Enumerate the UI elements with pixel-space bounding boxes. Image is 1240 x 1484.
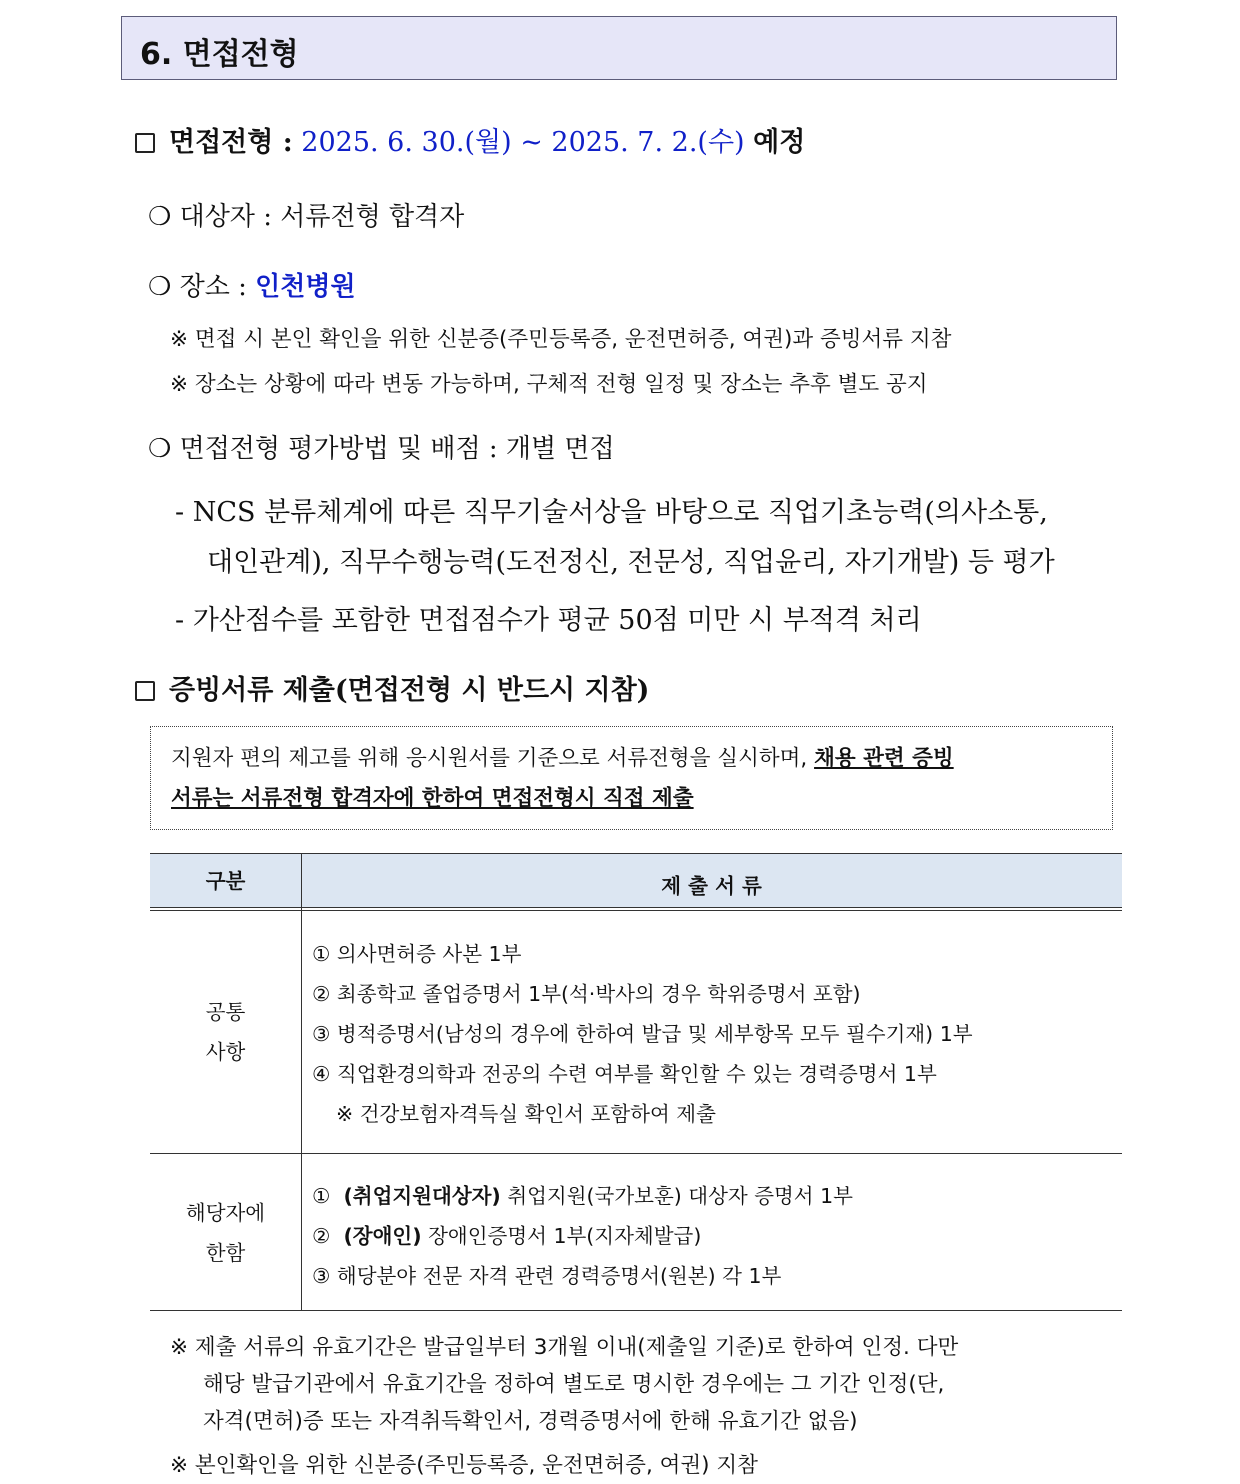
common-label-2: 사항 xyxy=(205,1040,246,1064)
place-label: 장소 : xyxy=(179,272,247,302)
notice-line1 xyxy=(171,739,954,779)
common-item-1: ① 의사면허증 사본 1부 xyxy=(312,942,522,966)
footer-note2: ※ 본인확인을 위한 신분증(주민등록증, 운전면허증, 여권) 지참 xyxy=(170,1453,758,1478)
table-header xyxy=(150,853,1122,908)
footer-note1-line3: 자격(면허)증 또는 자격취득확인서, 경력증명서에 한해 유효기간 없음) xyxy=(203,1409,858,1434)
specific-item-1-bold: (취업지원대상자) xyxy=(343,1184,501,1208)
divider xyxy=(150,1153,1122,1154)
dash-score-line: - 가산점수를 포함한 면접점수가 평균 50점 미만 시 부적격 처리 xyxy=(175,605,922,636)
note-id-line: ※ 면접 시 본인 확인을 위한 신분증(주민등록증, 운전면허증, 여권)과 증빙서류 지참 xyxy=(170,327,952,352)
column-divider xyxy=(301,853,302,1311)
dash-ncs-line2: 대인관계), 직무수행능력(도전정신, 전문성, 직업윤리, 자기개발) 등 평가 xyxy=(207,547,1055,578)
documents-table xyxy=(150,853,1122,1311)
checkbox-icon xyxy=(135,133,155,153)
notice-line2 xyxy=(171,779,694,819)
divider xyxy=(150,907,1122,908)
documents-heading-text: 증빙서류 제출(면접전형 시 반드시 지참) xyxy=(169,675,650,706)
place-line xyxy=(148,266,356,303)
divider xyxy=(150,910,1122,911)
common-item-2: ② 최종학교 졸업증명서 1부(석·박사의 경우 학위증명서 포함) xyxy=(312,982,861,1006)
specific-item-2-text: 장애인증명서 1부(지자체발급) xyxy=(428,1224,702,1248)
common-item-3: ③ 병적증명서(남성의 경우에 한하여 발급 및 세부항목 모두 필수기재) 1부 xyxy=(312,1022,973,1046)
interview-label: 면접전형 : xyxy=(169,127,293,158)
circle-bullet-icon: ❍ xyxy=(148,434,172,464)
method-text: 면접전형 평가방법 및 배점 : 개별 면접 xyxy=(179,434,615,464)
specific-label-2: 한함 xyxy=(205,1241,246,1265)
section-header xyxy=(121,16,1117,80)
notice-text1: 지원자 편의 제고를 위해 응시원서를 기준으로 서류전형을 실시하며, xyxy=(171,746,808,771)
checkbox-icon xyxy=(135,681,155,701)
target-line xyxy=(148,196,464,233)
common-item-4: ④ 직업환경의학과 전공의 수련 여부를 확인할 수 있는 경력증명서 1부 xyxy=(312,1062,937,1086)
interview-date-start: 2025. 6. 30.(월) xyxy=(301,127,512,158)
section-title: 6. 면접전형 xyxy=(140,37,299,72)
footer-note1-line2: 해당 발급기관에서 유효기간을 정하여 별도로 명시한 경우에는 그 기간 인정(단, xyxy=(203,1372,945,1397)
specific-item-2-bold: (장애인) xyxy=(343,1224,422,1248)
specific-item-1-number: ① xyxy=(312,1184,331,1208)
notice-bold1: 채용 관련 증빙 xyxy=(814,746,954,771)
interview-date-end: 2025. 7. 2.(수) xyxy=(551,127,745,158)
specific-item-1 xyxy=(312,1179,853,1209)
specific-item-2-number: ② xyxy=(312,1224,331,1248)
specific-item-2 xyxy=(312,1219,701,1249)
specific-label-1: 해당자에 xyxy=(185,1201,266,1225)
notice-bold2: 서류는 서류전형 합격자에 한하여 면접전형시 직접 제출 xyxy=(171,786,694,811)
interview-tilde: ~ xyxy=(520,127,543,158)
documents-notice-box xyxy=(150,726,1113,830)
method-line xyxy=(148,428,615,465)
documents-heading xyxy=(135,668,649,707)
circle-bullet-icon: ❍ xyxy=(148,202,172,232)
note-place-line: ※ 장소는 상황에 따라 변동 가능하며, 구체적 전형 일정 및 장소는 추후 별도 공지 xyxy=(170,372,928,397)
specific-item-1-text: 취업지원(국가보훈) 대상자 증명서 1부 xyxy=(507,1184,853,1208)
specific-item-3: ③ 해당분야 전문 자격 관련 경력증명서(원본) 각 1부 xyxy=(312,1264,782,1288)
footer-note1-line1: ※ 제출 서류의 유효기간은 발급일부터 3개월 이내(제출일 기준)로 한하여 인정. 다만 xyxy=(170,1335,959,1360)
common-item-note: ※ 건강보험자격득실 확인서 포함하여 제출 xyxy=(336,1102,716,1126)
interview-suffix: 예정 xyxy=(753,127,806,158)
place-value: 인천병원 xyxy=(255,272,356,302)
header-documents: 제 출 서 류 xyxy=(661,874,762,898)
header-category: 구분 xyxy=(205,869,246,893)
common-label-1: 공통 xyxy=(205,1000,246,1024)
dash-ncs-line1: - NCS 분류체계에 따른 직무기술서상을 바탕으로 직업기초능력(의사소통, xyxy=(175,497,1048,528)
interview-schedule xyxy=(135,120,805,159)
divider xyxy=(150,1310,1122,1311)
circle-bullet-icon: ❍ xyxy=(148,272,172,302)
target-text: 대상자 : 서류전형 합격자 xyxy=(179,202,465,232)
